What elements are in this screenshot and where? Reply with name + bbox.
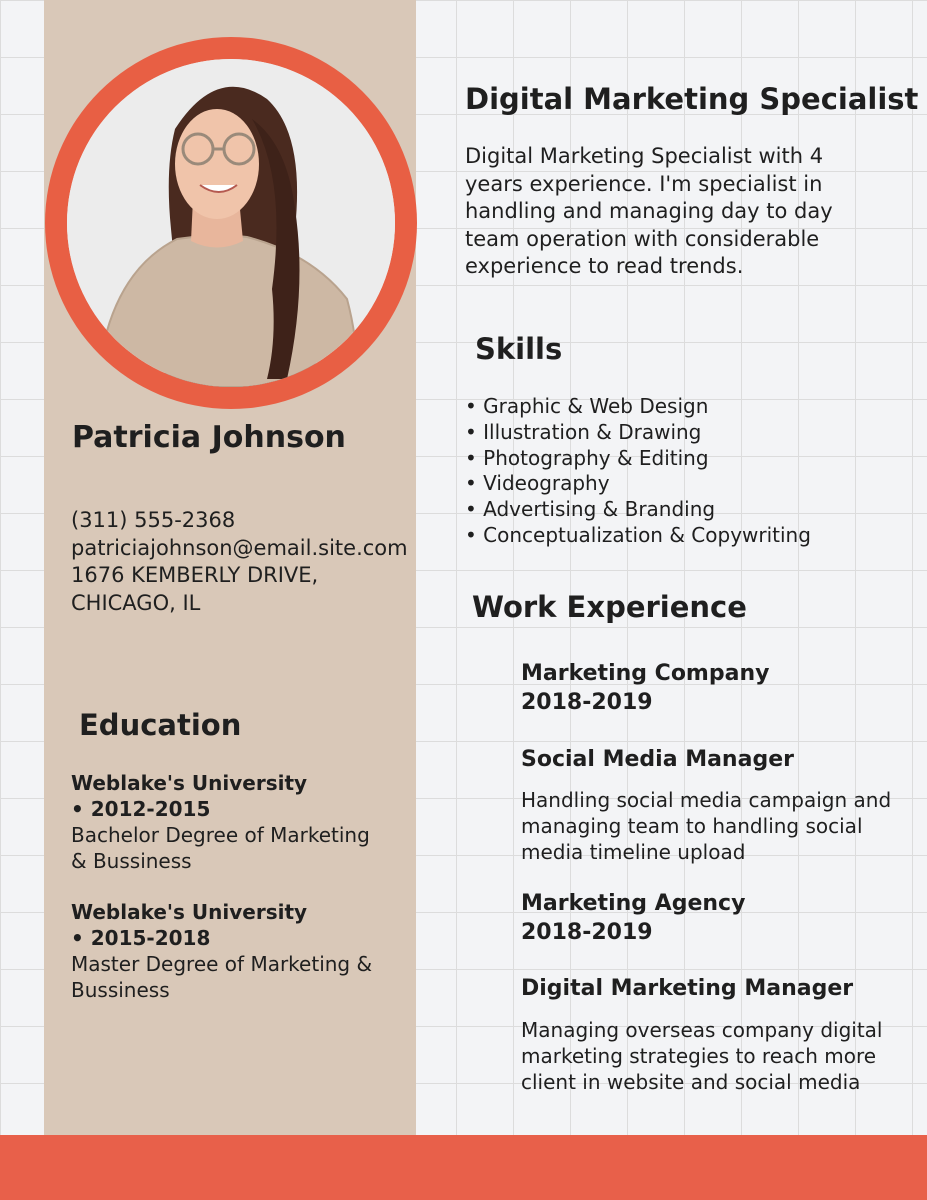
education-entry [71, 899, 391, 1003]
profile-photo [67, 59, 395, 387]
footer-accent-bar [0, 1135, 927, 1200]
address-line-1: 1676 KEMBERLY DRIVE, [71, 563, 319, 587]
skill-item: • Videography [465, 471, 811, 497]
skill-item: • Advertising & Branding [465, 497, 811, 523]
contact-info [71, 507, 408, 617]
skill-item: • Illustration & Drawing [465, 420, 811, 446]
work-role: Social Media Manager [521, 747, 794, 772]
work-description: Managing overseas company digital marketing strategies to reach more client in website and social media [521, 1018, 883, 1094]
education-degree: Master Degree of Marketing & Bussiness [71, 952, 373, 1002]
headline-title: Digital Marketing Specialist [465, 82, 919, 116]
skills-list [465, 394, 811, 549]
skill-item: • Conceptualization & Copywriting [465, 523, 811, 549]
profile-summary: Digital Marketing Specialist with 4 years experience. I'm specialist in handling and managing day to day team operation with considerable experience to read trends. [465, 144, 833, 278]
education-entry [71, 770, 391, 874]
work-experience-heading: Work Experience [472, 590, 747, 624]
work-years: 2018-2019 [521, 920, 653, 945]
work-company: Marketing Agency [521, 891, 746, 916]
address-line-2: CHICAGO, IL [71, 590, 201, 615]
education-school: Weblake's University [71, 900, 308, 924]
skill-item: • Photography & Editing [465, 446, 811, 472]
email-address: patriciajohnson@email.site.com [71, 535, 408, 560]
profile-photo-illustration [67, 59, 395, 387]
education-degree: Bachelor Degree of Marketing & Bussiness [71, 823, 370, 873]
skills-heading: Skills [475, 332, 563, 366]
education-heading: Education [79, 708, 242, 742]
candidate-name: Patricia Johnson [72, 420, 346, 455]
phone-number: (311) 555-2368 [71, 508, 236, 532]
education-years: • 2015-2018 [71, 926, 211, 950]
work-description: Handling social media campaign and managing team to handling social media timeline upload [521, 788, 892, 864]
skill-item: • Graphic & Web Design [465, 394, 811, 420]
work-company: Marketing Company [521, 661, 770, 686]
work-years: 2018-2019 [521, 690, 653, 715]
education-school: Weblake's University [71, 771, 308, 795]
work-role: Digital Marketing Manager [521, 976, 854, 1001]
education-years: • 2012-2015 [71, 797, 211, 821]
